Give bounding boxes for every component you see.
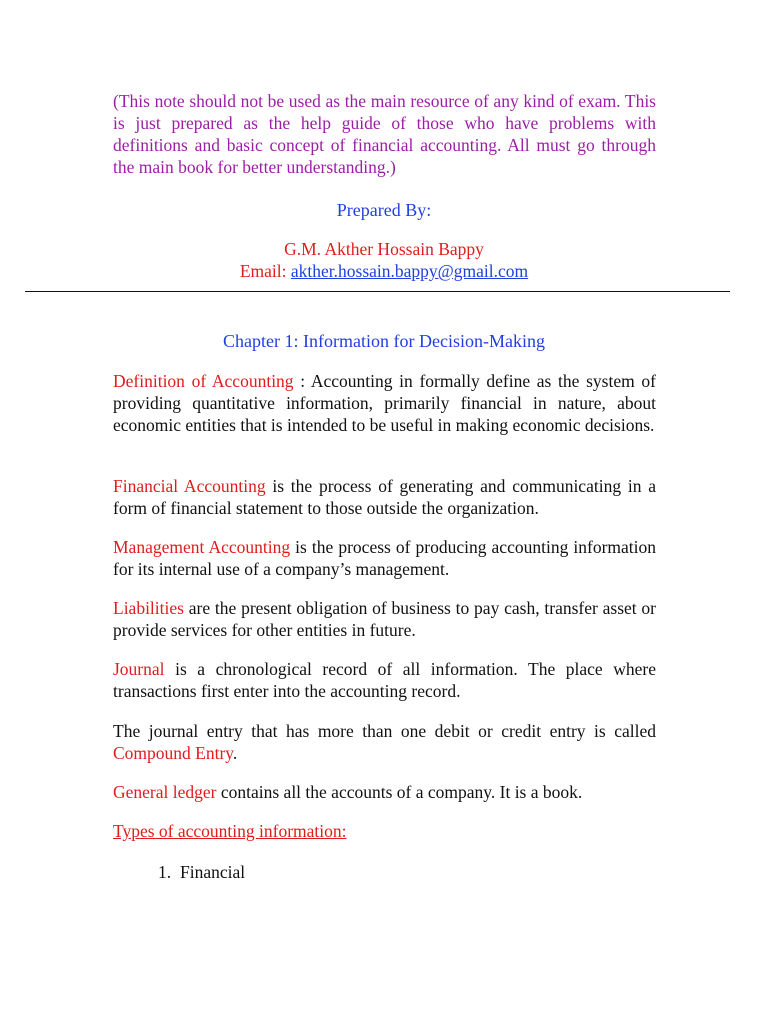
definition-liabilities [113, 597, 656, 641]
definition-accounting-text: : Accounting in formally define as the system of providing quantitative information, primarily financial in nature, about economic entities that is intended to be useful in making economic decisions. [113, 371, 656, 435]
email-label: Email: [239, 261, 291, 281]
author-name: G.M. Akther Hossain Bappy [284, 239, 484, 259]
term-compound-entry: Compound Entry [113, 743, 233, 763]
disclaimer-note: (This note should not be used as the main resource of any kind of exam. This is just prepared as the help guide of those who have problems with definitions and basic concept of financial accounting. All must go through the main book for better understanding.) [113, 91, 656, 177]
definition-management-accounting-text: is the process of producing accounting information for its internal use of a company’s management. [113, 537, 656, 579]
compound-entry-before: The journal entry that has more than one debit or credit entry is called [113, 721, 656, 741]
compound-entry-after: . [232, 743, 238, 763]
definition-general-ledger [113, 781, 656, 803]
list-item-number: 1. [158, 862, 172, 882]
definition-journal [113, 658, 656, 702]
section-divider [25, 291, 730, 292]
definition-compound-entry [113, 720, 656, 764]
term-management-accounting: Management Accounting [113, 537, 291, 557]
email-link[interactable]: akther.hossain.bappy@gmail.com [290, 261, 529, 281]
definition-financial-accounting-text: is the process of generating and communicating in a form of financial statement to those outside the organization. [113, 476, 656, 518]
prepared-by-heading: Prepared By: [336, 200, 432, 220]
term-financial-accounting: Financial Accounting [113, 476, 266, 496]
list-item [158, 861, 245, 883]
definition-management-accounting [113, 536, 656, 580]
term-liabilities: Liabilities [113, 598, 184, 618]
definition-liabilities-text: are the present obligation of business to pay cash, transfer asset or provide services for other entities in future. [113, 598, 656, 640]
definition-general-ledger-text: contains all the accounts of a company. It is a book. [216, 782, 583, 802]
list-item-label: Financial [180, 862, 246, 882]
term-journal: Journal [113, 659, 165, 679]
types-heading-line [113, 820, 656, 842]
definition-financial-accounting [113, 475, 656, 519]
term-accounting: Definition of Accounting [113, 371, 294, 391]
author-email-line [0, 260, 768, 282]
definition-journal-text: is a chronological record of all information. The place where transactions first enter into the accounting record. [113, 659, 656, 701]
chapter-title: Chapter 1: Information for Decision-Making [223, 331, 545, 351]
definition-accounting [113, 370, 656, 436]
term-general-ledger: General ledger [113, 782, 217, 802]
types-heading: Types of accounting information: [113, 821, 347, 841]
